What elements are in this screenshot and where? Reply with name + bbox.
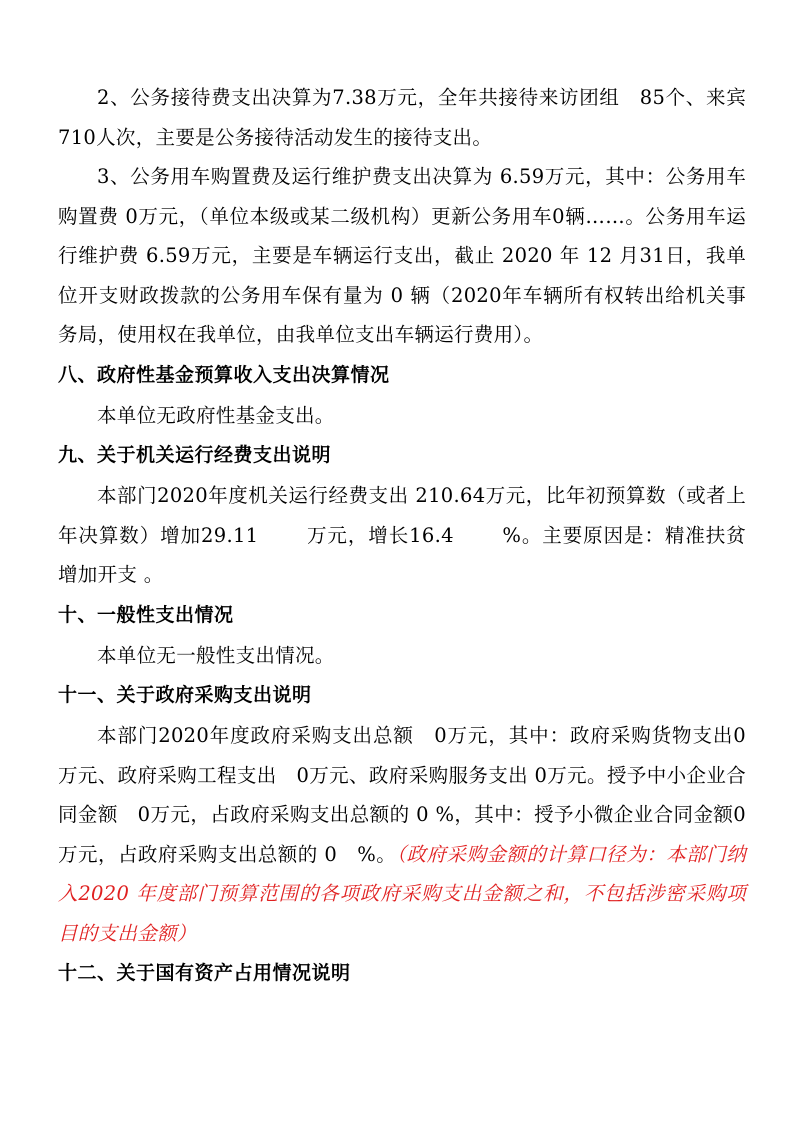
procurement-note-text: （政府采购金额的计算口径为：本部门纳入2020 年度部门预算范围的各项政府采购支出金额之和，不包括涉密采购项目的支出金额） [58,842,746,945]
heading-section-9: 九、关于机关运行经费支出说明 [58,444,332,466]
paragraph-section-11 [58,716,746,953]
paragraph-vehicle-expense: 3、公务用车购置费及运行维护费支出决算为 6.59万元，其中：公务用车购置费 0万元，（单位本级或某二级机构）更新公务用车0辆……。公务用车运行维护费 6.59万元，主要是车辆运行支出，截止 2020 年 12 月31日，我单位开支财政拨款的公务用车保有量为 0 辆（2020年车辆所有权转出给机关事务局，使用权在我单位，由我单位支出车辆运行费用）。 [58,165,746,346]
procurement-summary-text: 本部门2020年度政府采购支出总额 0万元，其中：政府采购货物支出0万元、政府采购工程支出 0万元、政府采购服务支出 0万元。授予中小企业合同金额 0万元，占政府采购支出总额的 0 %，其中：授予小微企业合同金额0万元，占政府采购支出总额的 0 %。 [58,724,746,866]
paragraph-section-8: 本单位无政府性基金支出。 [97,403,335,427]
paragraph-section-9: 本部门2020年度机关运行经费支出 210.64万元，比年初预算数（或者上年决算数）增加29.11 万元，增长16.4 %。主要原因是：精准扶贫增加开支 。 [58,484,746,586]
document-page [58,78,746,994]
heading-section-11: 十一、关于政府采购支出说明 [58,684,312,706]
heading-section-10: 十、一般性支出情况 [58,603,234,626]
paragraph-section-10: 本单位无一般性支出情况。 [97,643,335,667]
paragraph-reception-expense: 2、公务接待费支出决算为7.38万元，全年共接待来访团组 85个、来宾 710人次，主要是公务接待活动发生的接待支出。 [58,86,746,149]
heading-section-8: 八、政府性基金预算收入支出决算情况 [58,363,390,386]
heading-section-12: 十二、关于国有资产占用情况说明 [58,962,351,984]
